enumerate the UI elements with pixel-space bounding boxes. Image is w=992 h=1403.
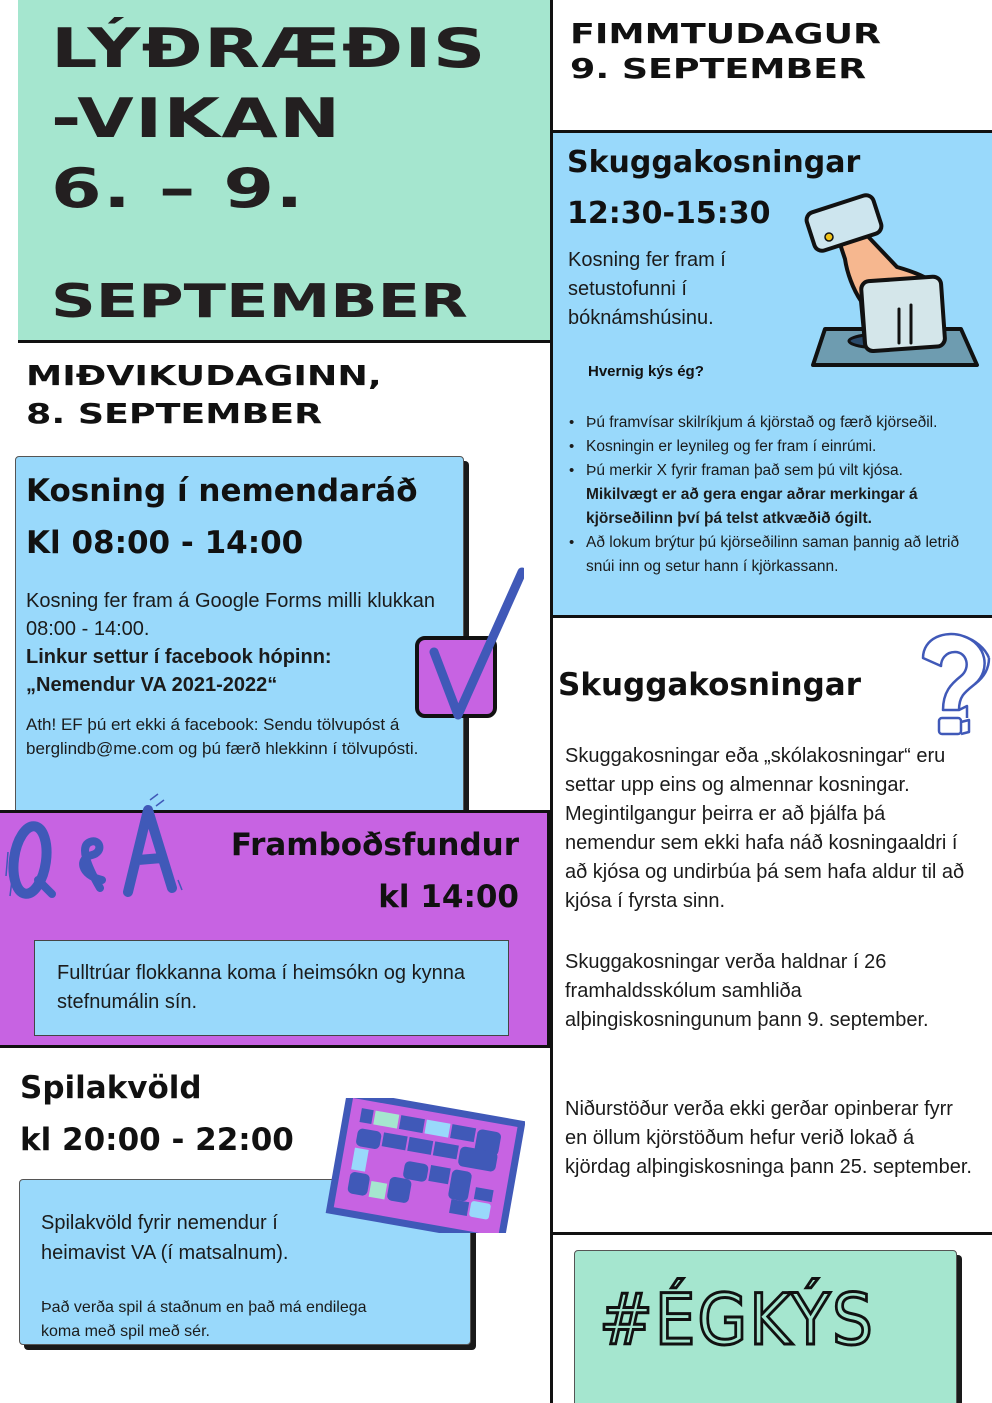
facebook-group-name: „Nemendur VA 2021-2022“ bbox=[26, 674, 278, 696]
thursday-heading-day: FIMMTUDAGUR bbox=[570, 17, 882, 50]
info-paragraph: Niðurstöður verða ekki gerðar opinberar fyrr en öllum kjörstöðum hefur verið lokað á kjördag alþingiskosninga þann 25. september. bbox=[565, 1098, 972, 1178]
game-night-title: Spilakvöld bbox=[20, 1070, 202, 1106]
checkbox-check-icon bbox=[414, 560, 524, 720]
poster-title-line-2: -VIKAN bbox=[51, 87, 342, 150]
hashtag-card bbox=[574, 1250, 957, 1403]
candidate-meeting-info-box bbox=[34, 940, 509, 1036]
voting-step-text: Þú merkir X fyrir framan það sem þú vilt kjósa. bbox=[586, 462, 903, 479]
poster-title-dates: 6. – 9. bbox=[51, 157, 305, 220]
candidate-meeting-body: Fulltrúar flokkanna koma í heimsókn og kynna stefnumálin sín. bbox=[57, 962, 465, 1013]
game-night-time: kl 20:00 - 22:00 bbox=[20, 1122, 294, 1158]
student-council-vote-title: Kosning í nemendaráð bbox=[26, 473, 418, 509]
shadow-election-title: Skuggakosningar bbox=[567, 145, 861, 180]
poster-title-month: SEPTEMBER bbox=[51, 274, 468, 328]
game-night-note: Það verða spil á staðnum en það má endilega koma með spil með sér. bbox=[41, 1299, 367, 1340]
game-night-body: Spilakvöld fyrir nemendur í heimavist VA (í matsalnum). bbox=[41, 1212, 289, 1264]
shadow-election-time: 12:30-15:30 bbox=[567, 196, 771, 231]
student-council-vote-note: Ath! EF þú ert ekki á facebook: Sendu tölvupóst á berglindb@me.com og þú færð hlekkinn í tölvupósti. bbox=[26, 715, 419, 758]
thursday-heading-date: 9. SEPTEMBER bbox=[570, 52, 867, 85]
question-mark-icon bbox=[915, 630, 992, 740]
voting-step: • Kosningin er leynileg og fer fram í einrúmi. bbox=[563, 435, 988, 459]
info-paragraph: Skuggakosningar eða „skólakosningar“ eru settar upp eins og almennar kosningar. Megintilgangur þeirra er að þjálfa þá nemendur sem ekki hafa náð kosningaaldri í að kjósa og undirbúa þá sem hafa aldur til að kjósa í fyrsta sinn. bbox=[565, 745, 965, 912]
student-council-vote-body bbox=[26, 587, 446, 699]
info-title: Skuggakosningar bbox=[558, 667, 862, 703]
how-to-vote-heading: Hvernig kýs ég? bbox=[588, 363, 704, 380]
voting-steps-list bbox=[563, 411, 988, 579]
info-paragraph: Skuggakosningar verða haldnar í 26 framhaldsskólum samhliða alþingiskosningunum þann 9. september. bbox=[565, 951, 929, 1031]
voting-step bbox=[563, 459, 988, 531]
shadow-election-block bbox=[553, 130, 992, 618]
shadow-election-location: Kosning fer fram í setustofunni í bóknámshúsinu. bbox=[568, 249, 726, 329]
voting-step-warning: Mikilvægt er að gera engar aðrar merkingar á kjörseðilinn því þá telst atkvæðið ógilt. bbox=[586, 486, 918, 527]
poster-title-line-1: LÝÐRÆÐIS bbox=[51, 17, 487, 80]
hashtag-divider bbox=[553, 1232, 992, 1235]
board-game-icon bbox=[325, 1098, 525, 1233]
candidate-meeting-time: kl 14:00 bbox=[378, 879, 519, 915]
candidate-meeting-title: Framboðsfundur bbox=[230, 827, 519, 863]
wednesday-heading-date: 8. SEPTEMBER bbox=[26, 397, 323, 430]
poster-title-block bbox=[18, 0, 550, 343]
facebook-group-label: Linkur settur í facebook hópinn: bbox=[26, 646, 332, 668]
student-council-vote-card bbox=[15, 456, 464, 816]
voting-step: • Þú framvísar skilríkjum á kjörstað og færð kjörseðil. bbox=[563, 411, 988, 435]
q-and-a-icon bbox=[0, 780, 185, 910]
student-council-vote-time: Kl 08:00 - 14:00 bbox=[26, 525, 304, 561]
ballot-box-icon bbox=[801, 193, 986, 373]
wednesday-heading-day: MIÐVIKUDAGINN, bbox=[26, 359, 382, 392]
hashtag-text: #ÉGKÝS bbox=[599, 1279, 875, 1361]
student-council-vote-desc: Kosning fer fram á Google Forms milli klukkan 08:00 - 14:00. bbox=[26, 590, 436, 640]
voting-step: • Að lokum brýtur þú kjörseðilinn saman þannig að letrið snúi inn og setur hann í kjörkassann. bbox=[563, 531, 988, 579]
